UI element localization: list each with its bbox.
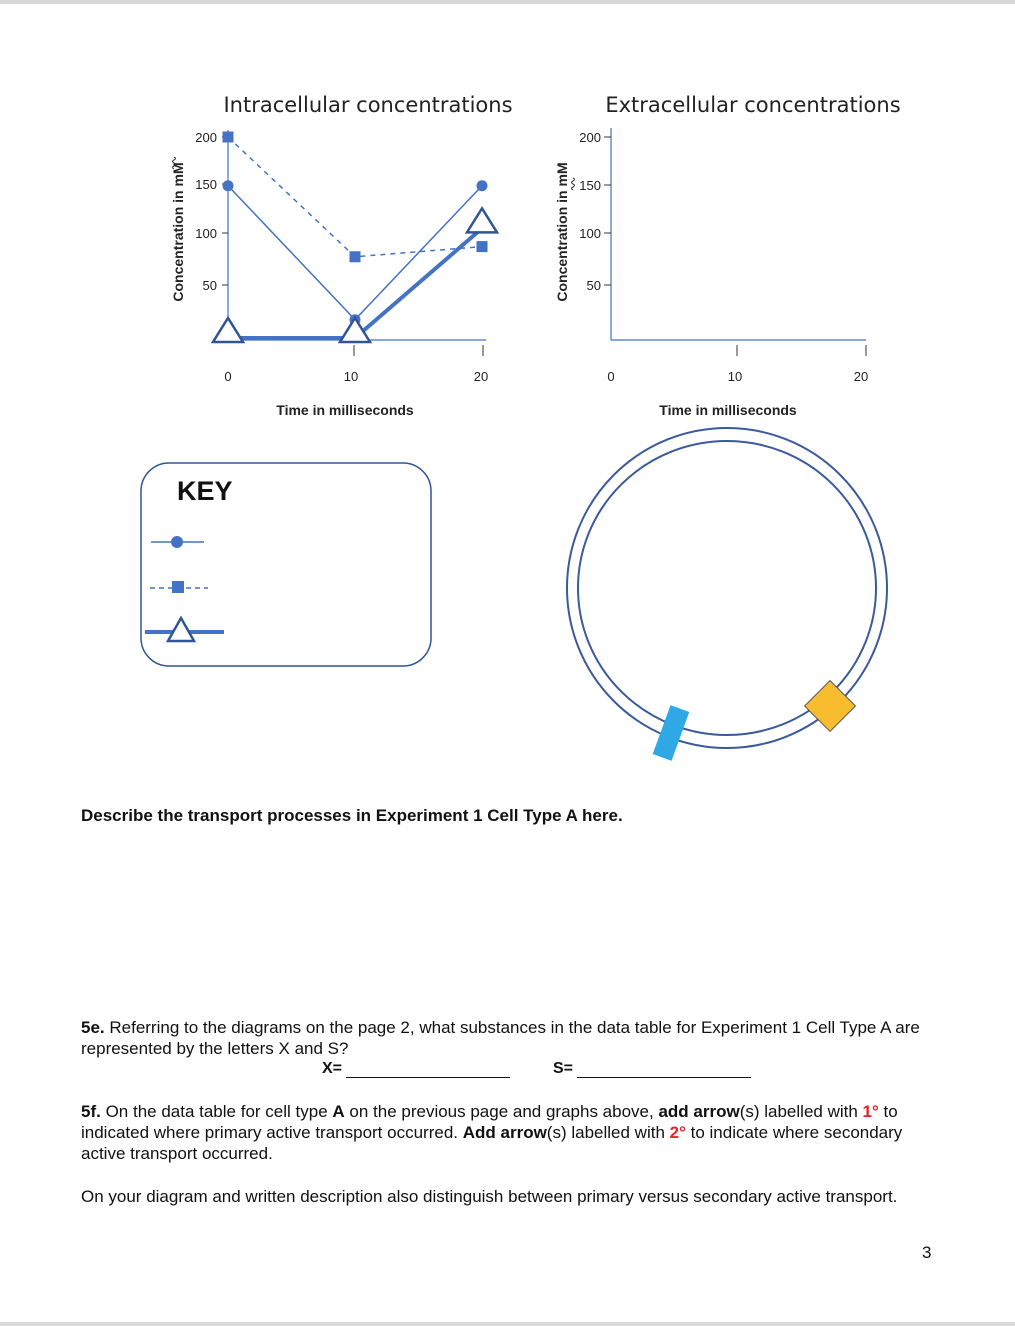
key-box bbox=[141, 463, 431, 666]
ytick-150: 150 bbox=[579, 178, 601, 193]
ytick-150: 150 bbox=[195, 177, 217, 192]
square-series-point-1 bbox=[350, 251, 361, 262]
answer-x-blank[interactable] bbox=[346, 1061, 510, 1078]
circle-series-point-2 bbox=[477, 180, 488, 191]
extracellular-xticks bbox=[607, 345, 868, 384]
extracellular-title: Extracellular concentrations bbox=[605, 93, 901, 117]
describe-prompt: Describe the transport processes in Experiment 1 Cell Type A here. bbox=[81, 806, 623, 825]
q5f-text: (s) labelled with bbox=[739, 1102, 863, 1121]
intracellular-ylabel: Concentration in mM bbox=[170, 162, 186, 302]
q5f-text: on the previous page and graphs above, bbox=[344, 1102, 659, 1121]
xtick-20: 20 bbox=[473, 369, 489, 384]
q5f-add-arrow: add arrow bbox=[658, 1102, 740, 1121]
q5f-primary-symbol: 1° bbox=[862, 1102, 879, 1121]
ytick-50: 50 bbox=[202, 278, 217, 293]
square-series-line bbox=[228, 137, 482, 257]
q5e-label: 5e. bbox=[81, 1018, 105, 1037]
q5f-label: 5f. bbox=[81, 1102, 101, 1121]
distinguish-note: On your diagram and written description also distinguish between primary versus secondary active transport. bbox=[81, 1187, 898, 1206]
circle-series-point-0 bbox=[223, 180, 234, 191]
xtick-20: 20 bbox=[853, 369, 869, 384]
triangle-series-point-2 bbox=[467, 208, 497, 232]
intracellular-series bbox=[213, 132, 497, 342]
circle-marker-icon bbox=[171, 536, 183, 548]
answer-x-row bbox=[322, 1060, 510, 1078]
xtick-10: 10 bbox=[727, 369, 743, 384]
square-series-point-2 bbox=[477, 241, 488, 252]
ytick-200: 200 bbox=[579, 130, 601, 145]
square-marker-icon bbox=[172, 581, 184, 593]
intracellular-chart bbox=[170, 93, 513, 418]
xtick-0: 0 bbox=[607, 369, 615, 384]
q5f-secondary-symbol: 2° bbox=[669, 1123, 686, 1142]
ytick-100: 100 bbox=[579, 226, 601, 241]
xtick-10: 10 bbox=[343, 369, 359, 384]
cell-diagram bbox=[567, 428, 887, 761]
ytick-200: 200 bbox=[195, 130, 217, 145]
q5e-body: Referring to the diagrams on the page 2, what substances in the data table for Experiment 1 Cell Type A are represented by the letters X and S? bbox=[81, 1018, 920, 1058]
answer-x-label: X= bbox=[322, 1060, 343, 1077]
intracellular-xlabel: Time in milliseconds bbox=[276, 402, 414, 418]
question-5e bbox=[81, 1017, 941, 1059]
xtick-0: 0 bbox=[224, 369, 232, 384]
q5f-text: (s) labelled with bbox=[546, 1123, 670, 1142]
intracellular-xticks bbox=[224, 345, 488, 384]
q5f-add-arrow: Add arrow bbox=[462, 1123, 547, 1142]
answer-s-row bbox=[553, 1060, 751, 1078]
q5f-text: On the data table for cell type bbox=[100, 1102, 333, 1121]
square-series-point-0 bbox=[223, 132, 234, 143]
extracellular-chart bbox=[554, 93, 901, 418]
answer-s-blank[interactable] bbox=[577, 1061, 751, 1078]
ytick-50: 50 bbox=[586, 278, 601, 293]
key-title: KEY bbox=[177, 476, 233, 506]
bottom-rule bbox=[0, 1322, 1015, 1326]
extracellular-xlabel: Time in milliseconds bbox=[659, 402, 797, 418]
triangle-series-point-0 bbox=[213, 318, 243, 342]
answer-s-label: S= bbox=[553, 1060, 574, 1077]
extracellular-ylabel: Concentration in mM bbox=[554, 162, 570, 302]
extracellular-yticks bbox=[579, 130, 611, 293]
page-number: 3 bbox=[922, 1243, 932, 1262]
question-5f bbox=[81, 1101, 941, 1164]
ytick-100: 100 bbox=[195, 226, 217, 241]
axis-break-mark bbox=[572, 178, 575, 190]
q5f-cell-type: A bbox=[332, 1102, 345, 1121]
q5f-text: to indicated where primary active transport occurred. bbox=[81, 1102, 898, 1142]
intracellular-yticks bbox=[195, 130, 228, 293]
q5f-text: to indicate where secondary active transport occurred. bbox=[81, 1123, 903, 1163]
intracellular-title: Intracellular concentrations bbox=[223, 93, 513, 117]
